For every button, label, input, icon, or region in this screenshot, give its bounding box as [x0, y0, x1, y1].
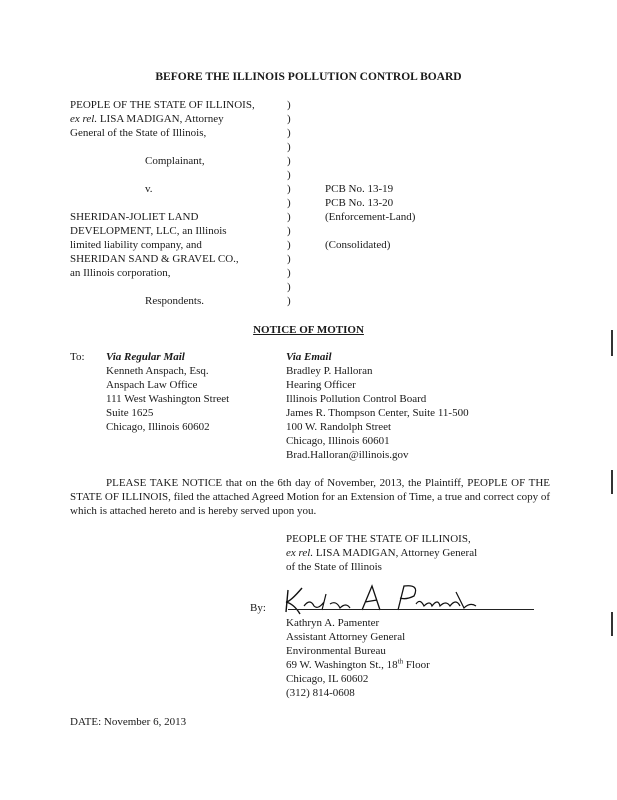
defendant-line-1: SHERIDAN-JOLIET LAND [70, 211, 199, 223]
defendant-line-2: DEVELOPMENT, LLC, an Illinois [70, 225, 227, 237]
case-number-1: PCB No. 13-19 [325, 183, 394, 195]
signer-bureau: Environmental Bureau [286, 645, 386, 657]
recipient-email-address: Brad.Halloran@illinois.gov [286, 449, 409, 461]
caption-plaintiff [70, 98, 255, 140]
paren: ) [287, 239, 291, 251]
party-line-2 [286, 546, 477, 560]
paren: ) [287, 225, 291, 237]
notice-paragraph: PLEASE TAKE NOTICE that on the 6th day of November, 2013, the Plaintiff, PEOPLE OF THE STATE OF ILLINOIS, filed the attached Agreed Motion for an Extension of Time, a true and correct copy of which is attached hereto and is hereby served upon you. [70, 477, 550, 517]
scan-margin-mark [611, 330, 613, 356]
plaintiff-line-1: PEOPLE OF THE STATE OF ILLINOIS, [70, 99, 255, 111]
paren: ) [287, 183, 291, 195]
paren: ) [287, 295, 291, 307]
recipient-line: James R. Thompson Center, Suite 11-500 [286, 407, 469, 419]
by-label: By: [250, 602, 266, 614]
signer-block [286, 616, 430, 700]
recipient-line: Bradley P. Halloran [286, 365, 373, 377]
party-line-3: of the State of Illinois [286, 561, 382, 573]
scan-margin-mark [611, 470, 613, 494]
signature-line [288, 609, 534, 610]
recipient-line: 111 West Washington Street [106, 393, 230, 405]
paren: ) [287, 281, 291, 293]
paren: ) [287, 253, 291, 265]
case-blank [325, 224, 415, 238]
paren: ) [287, 267, 291, 279]
case-numbers [325, 182, 415, 252]
signer-address-1 [286, 658, 430, 672]
paren: ) [287, 211, 291, 223]
paren: ) [287, 127, 291, 139]
method-regular-mail: Via Regular Mail [106, 351, 185, 363]
signer-title: Assistant Attorney General [286, 631, 406, 643]
case-consolidated: (Consolidated) [325, 239, 391, 251]
signer-name: Kathryn A. Pamenter [286, 617, 380, 629]
case-number-2: PCB No. 13-20 [325, 197, 394, 209]
paren: ) [287, 155, 291, 167]
caption-defendants [70, 210, 239, 280]
notice-title: NOTICE OF MOTION [253, 324, 364, 336]
party-line-1: PEOPLE OF THE STATE OF ILLINOIS, [286, 533, 471, 545]
ex-rel: ex rel. [286, 547, 314, 559]
paren: ) [287, 141, 291, 153]
plaintiff-line-2: ex rel. LISA MADIGAN, Attorney [70, 113, 224, 125]
respondents-label: Respondents. [145, 295, 204, 307]
defendant-line-3: limited liability company, and [70, 239, 202, 251]
recipient-email [286, 350, 469, 462]
recipient-line: Chicago, Illinois 60601 [286, 435, 390, 447]
recipient-line: Suite 1625 [106, 407, 154, 419]
recipient-line: Anspach Law Office [106, 379, 198, 391]
signature-party [286, 532, 477, 574]
recipient-line: 100 W. Randolph Street [286, 421, 392, 433]
scan-margin-mark [611, 612, 613, 636]
versus-label: v. [145, 183, 153, 195]
recipient-line: Chicago, Illinois 60602 [106, 421, 210, 433]
party-line-2-rest: LISA MADIGAN, Attorney General [313, 547, 478, 559]
paren: ) [287, 197, 291, 209]
signer-address-2: Chicago, IL 60602 [286, 673, 369, 685]
plaintiff-line-3: General of the State of Illinois, [70, 127, 207, 139]
defendant-line-5: an Illinois corporation, [70, 267, 171, 279]
recipient-regular-mail [106, 350, 229, 434]
recipient-line: Kenneth Anspach, Esq. [106, 365, 209, 377]
to-label: To: [70, 351, 85, 363]
defendant-line-4: SHERIDAN SAND & GRAVEL CO., [70, 253, 239, 265]
caption-parens [287, 98, 291, 308]
complainant-label: Complainant, [145, 155, 205, 167]
handwritten-signature [280, 580, 500, 620]
date-line: DATE: November 6, 2013 [70, 716, 187, 728]
case-type: (Enforcement-Land) [325, 211, 416, 223]
address-1-pre: 69 W. Washington St., 18 [286, 659, 398, 671]
paren: ) [287, 99, 291, 111]
signer-phone: (312) 814-0608 [286, 687, 355, 699]
paren: ) [287, 169, 291, 181]
method-email: Via Email [286, 351, 332, 363]
address-1-sup: th [397, 657, 404, 666]
recipient-line: Illinois Pollution Control Board [286, 393, 427, 405]
board-heading: BEFORE THE ILLINOIS POLLUTION CONTROL BOARD [155, 71, 462, 83]
recipient-line: Hearing Officer [286, 379, 356, 391]
paren: ) [287, 113, 291, 125]
address-1-post: Floor [403, 659, 430, 671]
